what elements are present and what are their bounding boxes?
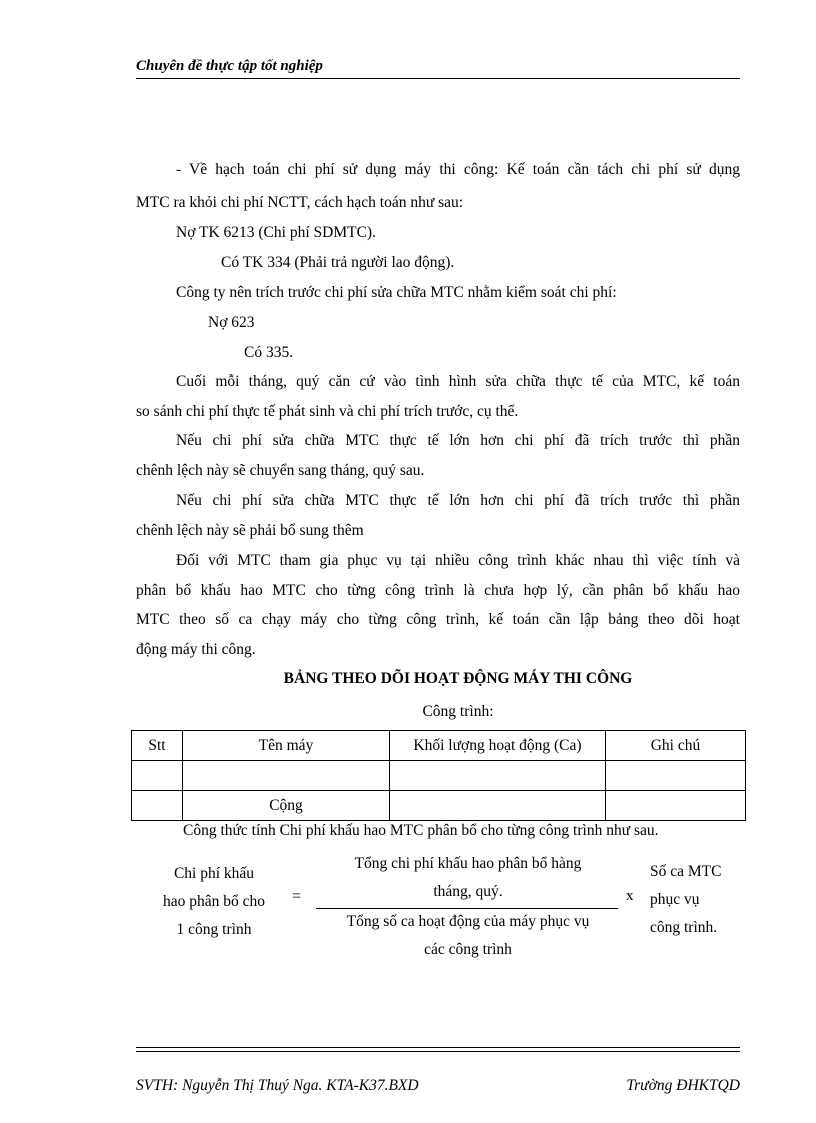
formula-intro: Công thức tính Chi phí khấu hao MTC phân bổ cho từng công trình như sau.	[183, 822, 659, 839]
total-label: Cộng	[183, 791, 390, 821]
table-cell	[132, 761, 183, 791]
paragraph-line: - Về hạch toán chi phí sử dụng máy thi công: Kế toán cần tách chi phí sử dụng	[176, 161, 740, 178]
formula-right-line: Số ca MTC	[650, 863, 722, 880]
header-divider	[136, 78, 740, 79]
formula-left-line: Chi phí khấu	[173, 865, 255, 882]
machine-tracking-table	[131, 730, 746, 821]
formula-denominator	[318, 908, 618, 964]
multiply-sign: x	[626, 888, 634, 904]
column-header-stt: Stt	[132, 731, 183, 761]
numerator-line: Tổng chi phí khấu hao phân bổ hàng	[354, 855, 582, 872]
journal-debit: Nợ 623	[208, 314, 255, 331]
table-cell	[606, 791, 746, 821]
footer-author: SVTH: Nguyễn Thị Thuý Nga. KTA-K37.BXD	[136, 1077, 419, 1094]
paragraph-line: Nếu chi phí sửa chữa MTC thực tế lớn hơn chi phí đã trích trước thì phần	[176, 492, 740, 509]
table-title: BẢNG THEO DÕI HOẠT ĐỘNG MÁY THI CÔNG	[283, 670, 633, 687]
paragraph-line: so sánh chi phí thực tế phát sinh và chi phí trích trước, cụ thể.	[136, 403, 519, 420]
table-row	[132, 761, 746, 791]
formula-left-line: 1 công trình	[176, 921, 252, 938]
paragraph-line: MTC ra khỏi chi phí NCTT, cách hạch toán như sau:	[136, 194, 464, 211]
table-cell	[132, 791, 183, 821]
column-header-notes: Ghi chú	[606, 731, 746, 761]
paragraph-line: MTC theo số ca chạy máy cho từng công trình, kế toán cần lập bảng theo dõi hoạt	[136, 611, 740, 628]
footer-divider	[136, 1047, 740, 1048]
table-cell	[183, 761, 390, 791]
paragraph-line: động máy thi công.	[136, 641, 256, 658]
denominator-line: các công trình	[424, 941, 512, 958]
equals-sign: =	[292, 888, 302, 905]
paragraph-line: Công ty nên trích trước chi phí sửa chữa MTC nhằm kiểm soát chi phí:	[176, 284, 617, 301]
paragraph-line: chênh lệch này sẽ chuyển sang tháng, quý sau.	[136, 462, 425, 479]
journal-debit: Nợ TK 6213 (Chi phí SDMTC).	[176, 224, 376, 241]
formula-left-term	[150, 860, 278, 944]
formula-right-line: phục vụ	[650, 891, 700, 908]
paragraph-line: Cuối mỗi tháng, quý căn cứ vào tình hình sửa chữa thực tế của MTC, kế toán	[176, 373, 740, 390]
denominator-line: Tổng số ca hoạt động của máy phục vụ	[346, 913, 590, 930]
footer-school: Trường ĐHKTQD	[626, 1077, 740, 1094]
numerator-line: tháng, quý.	[433, 883, 503, 900]
paragraph-line: Nếu chi phí sửa chữa MTC thực tế lớn hơn chi phí đã trích trước thì phần	[176, 432, 740, 449]
formula-numerator	[318, 850, 618, 906]
paragraph-line: Đối với MTC tham gia phục vụ tại nhiều công trình khác nhau thì việc tính và	[176, 552, 740, 569]
footer-divider	[136, 1051, 740, 1052]
table-cell	[390, 761, 606, 791]
paragraph-line: chênh lệch này sẽ phải bổ sung thêm	[136, 522, 364, 539]
journal-credit: Có 335.	[244, 344, 294, 361]
journal-credit: Có TK 334 (Phải trả người lao động).	[221, 254, 455, 271]
table-cell	[390, 791, 606, 821]
formula-right-line: công trình.	[650, 919, 718, 936]
paragraph-line: phân bổ khấu hao MTC cho từng công trình là chưa hợp lý, cần phân bổ khấu hao	[136, 582, 740, 599]
column-header-machine-name: Tên máy	[183, 731, 390, 761]
formula-right-term	[650, 858, 740, 942]
table-subtitle: Công trình:	[422, 703, 494, 720]
table-total-row	[132, 791, 746, 821]
table-cell	[606, 761, 746, 791]
running-header: Chuyên đề thực tập tốt nghiệp	[136, 58, 323, 74]
table-header-row	[132, 731, 746, 761]
column-header-workload: Khối lượng hoạt động (Ca)	[390, 731, 606, 761]
formula-left-line: hao phân bổ cho	[162, 893, 265, 910]
